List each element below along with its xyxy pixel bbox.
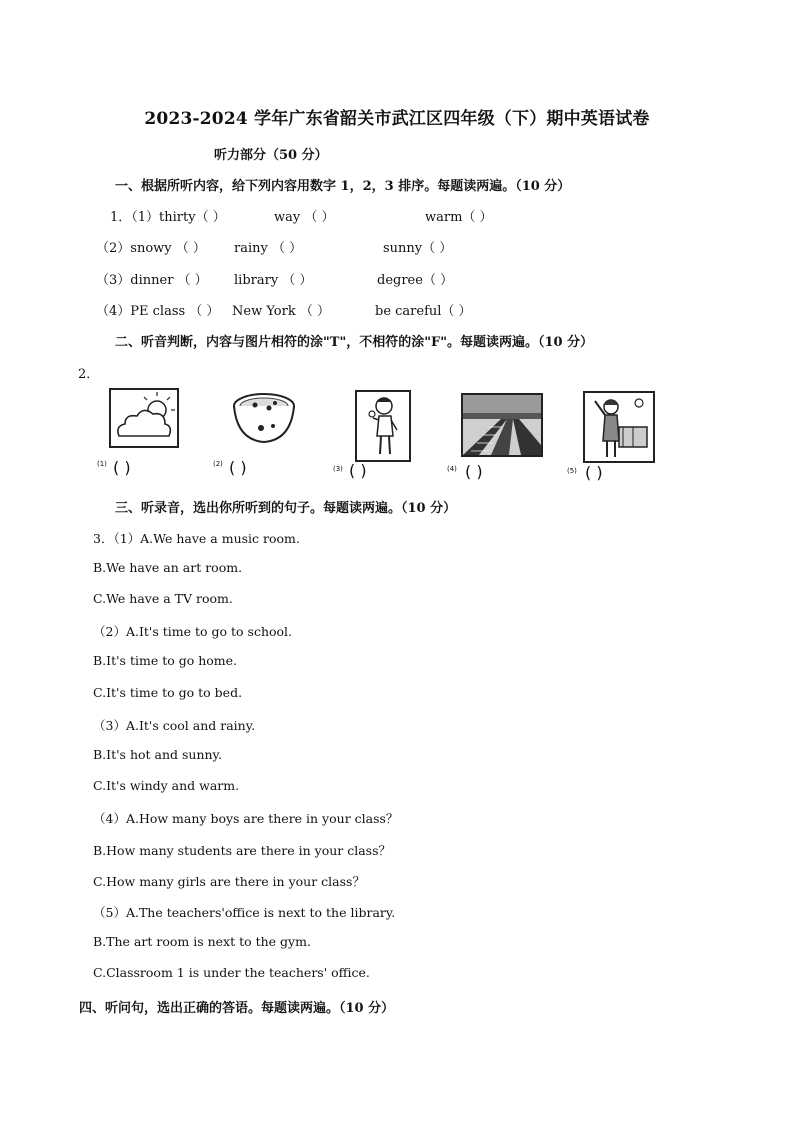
s3-line-9: C.It's windy and warm.: [93, 778, 240, 793]
s1-row2-lead: （2）snowy （ ）: [96, 241, 206, 256]
s3-line-7: （3）A.It's cool and rainy.: [93, 718, 256, 733]
s3-line-5: B.It's time to go home.: [93, 653, 238, 668]
picture-3-answer[interactable]: ( ): [349, 461, 367, 480]
s3-line-10: （4）A.How many boys are there in your class？: [93, 811, 399, 826]
s1-row1-mid: way （ ）: [274, 210, 335, 225]
s3-line-11: B.How many students are there in your class？: [93, 843, 392, 858]
picture-5-number: (5): [567, 467, 577, 475]
section4-heading: 四、听问句，选出正确的答语。每题读两遍。（10 分）: [79, 1001, 395, 1016]
s1-row3-lead: （3）dinner （ ）: [96, 273, 208, 288]
s3-line-2: B.We have an art room.: [93, 560, 243, 575]
s1-row4-right: be careful（ ）: [375, 304, 472, 319]
cloud-sun-icon: [109, 388, 179, 448]
s3-line-4: （2）A.It's time to go to school.: [93, 624, 293, 639]
picture-4: [447, 393, 543, 481]
s3-line-6: C.It's time to go to bed.: [93, 685, 243, 700]
s3-line-14: B.The art room is next to the gym.: [93, 934, 311, 949]
s3-line-12: C.How many girls are there in your class？: [93, 874, 365, 889]
sick-boy-icon: [355, 390, 411, 462]
girl-waving-icon: [583, 391, 655, 463]
s3-line-13: （5）A.The teachers'office is next to the library.: [93, 905, 396, 920]
railway-icon: [461, 393, 543, 457]
s1-row3-mid: library （ ）: [234, 273, 313, 288]
picture-row: [97, 388, 665, 488]
picture-1-number: (1): [97, 460, 107, 468]
section1-heading: 一、根据所听内容，给下列内容用数字 1，2，3 排序。每题读两遍。（10 分）: [115, 179, 571, 194]
s3-line-8: B.It's hot and sunny.: [93, 747, 222, 762]
picture-3-number: (3): [333, 465, 343, 473]
listening-header: 听力部分（50 分）: [214, 148, 328, 163]
section2-number: 2．: [78, 367, 100, 382]
picture-2-number: (2): [213, 460, 223, 468]
s3-line-3: C.We have a TV room.: [93, 591, 233, 606]
picture-2-answer[interactable]: ( ): [229, 458, 247, 477]
picture-4-answer[interactable]: ( ): [465, 462, 483, 481]
picture-3: [333, 390, 411, 480]
picture-1-answer[interactable]: ( ): [113, 458, 131, 477]
page-title: 2023-2024 学年广东省韶关市武江区四年级（下）期中英语试卷: [144, 109, 650, 129]
s1-row1-right: warm（ ）: [425, 210, 493, 225]
s3-line-1: 3．（1）A.We have a music room.: [93, 531, 300, 546]
s1-row4-lead: （4）PE class （ ）: [96, 304, 220, 319]
picture-5-answer[interactable]: ( ): [585, 463, 603, 482]
section3-heading: 三、听录音，选出你所听到的句子。每题读两遍。（10 分）: [115, 501, 457, 516]
s1-row2-mid: rainy （ ）: [234, 241, 303, 256]
s1-row3-right: degree（ ）: [377, 273, 454, 288]
s3-line-15: C.Classroom 1 is under the teachers' office.: [93, 965, 370, 980]
picture-5: [567, 391, 655, 482]
section2-heading: 二、听音判断，内容与图片相符的涂"T"，不相符的涂"F"。每题读两遍。（10 分）: [115, 335, 594, 350]
soup-bowl-icon: [231, 388, 297, 448]
picture-2: [213, 388, 297, 477]
picture-1: [97, 388, 179, 477]
s1-row4-mid: New York （ ）: [232, 304, 330, 319]
picture-4-number: (4): [447, 465, 457, 473]
s1-row2-right: sunny（ ）: [383, 241, 453, 256]
s1-row1-lead: 1．（1）thirty（ ）: [110, 210, 226, 225]
